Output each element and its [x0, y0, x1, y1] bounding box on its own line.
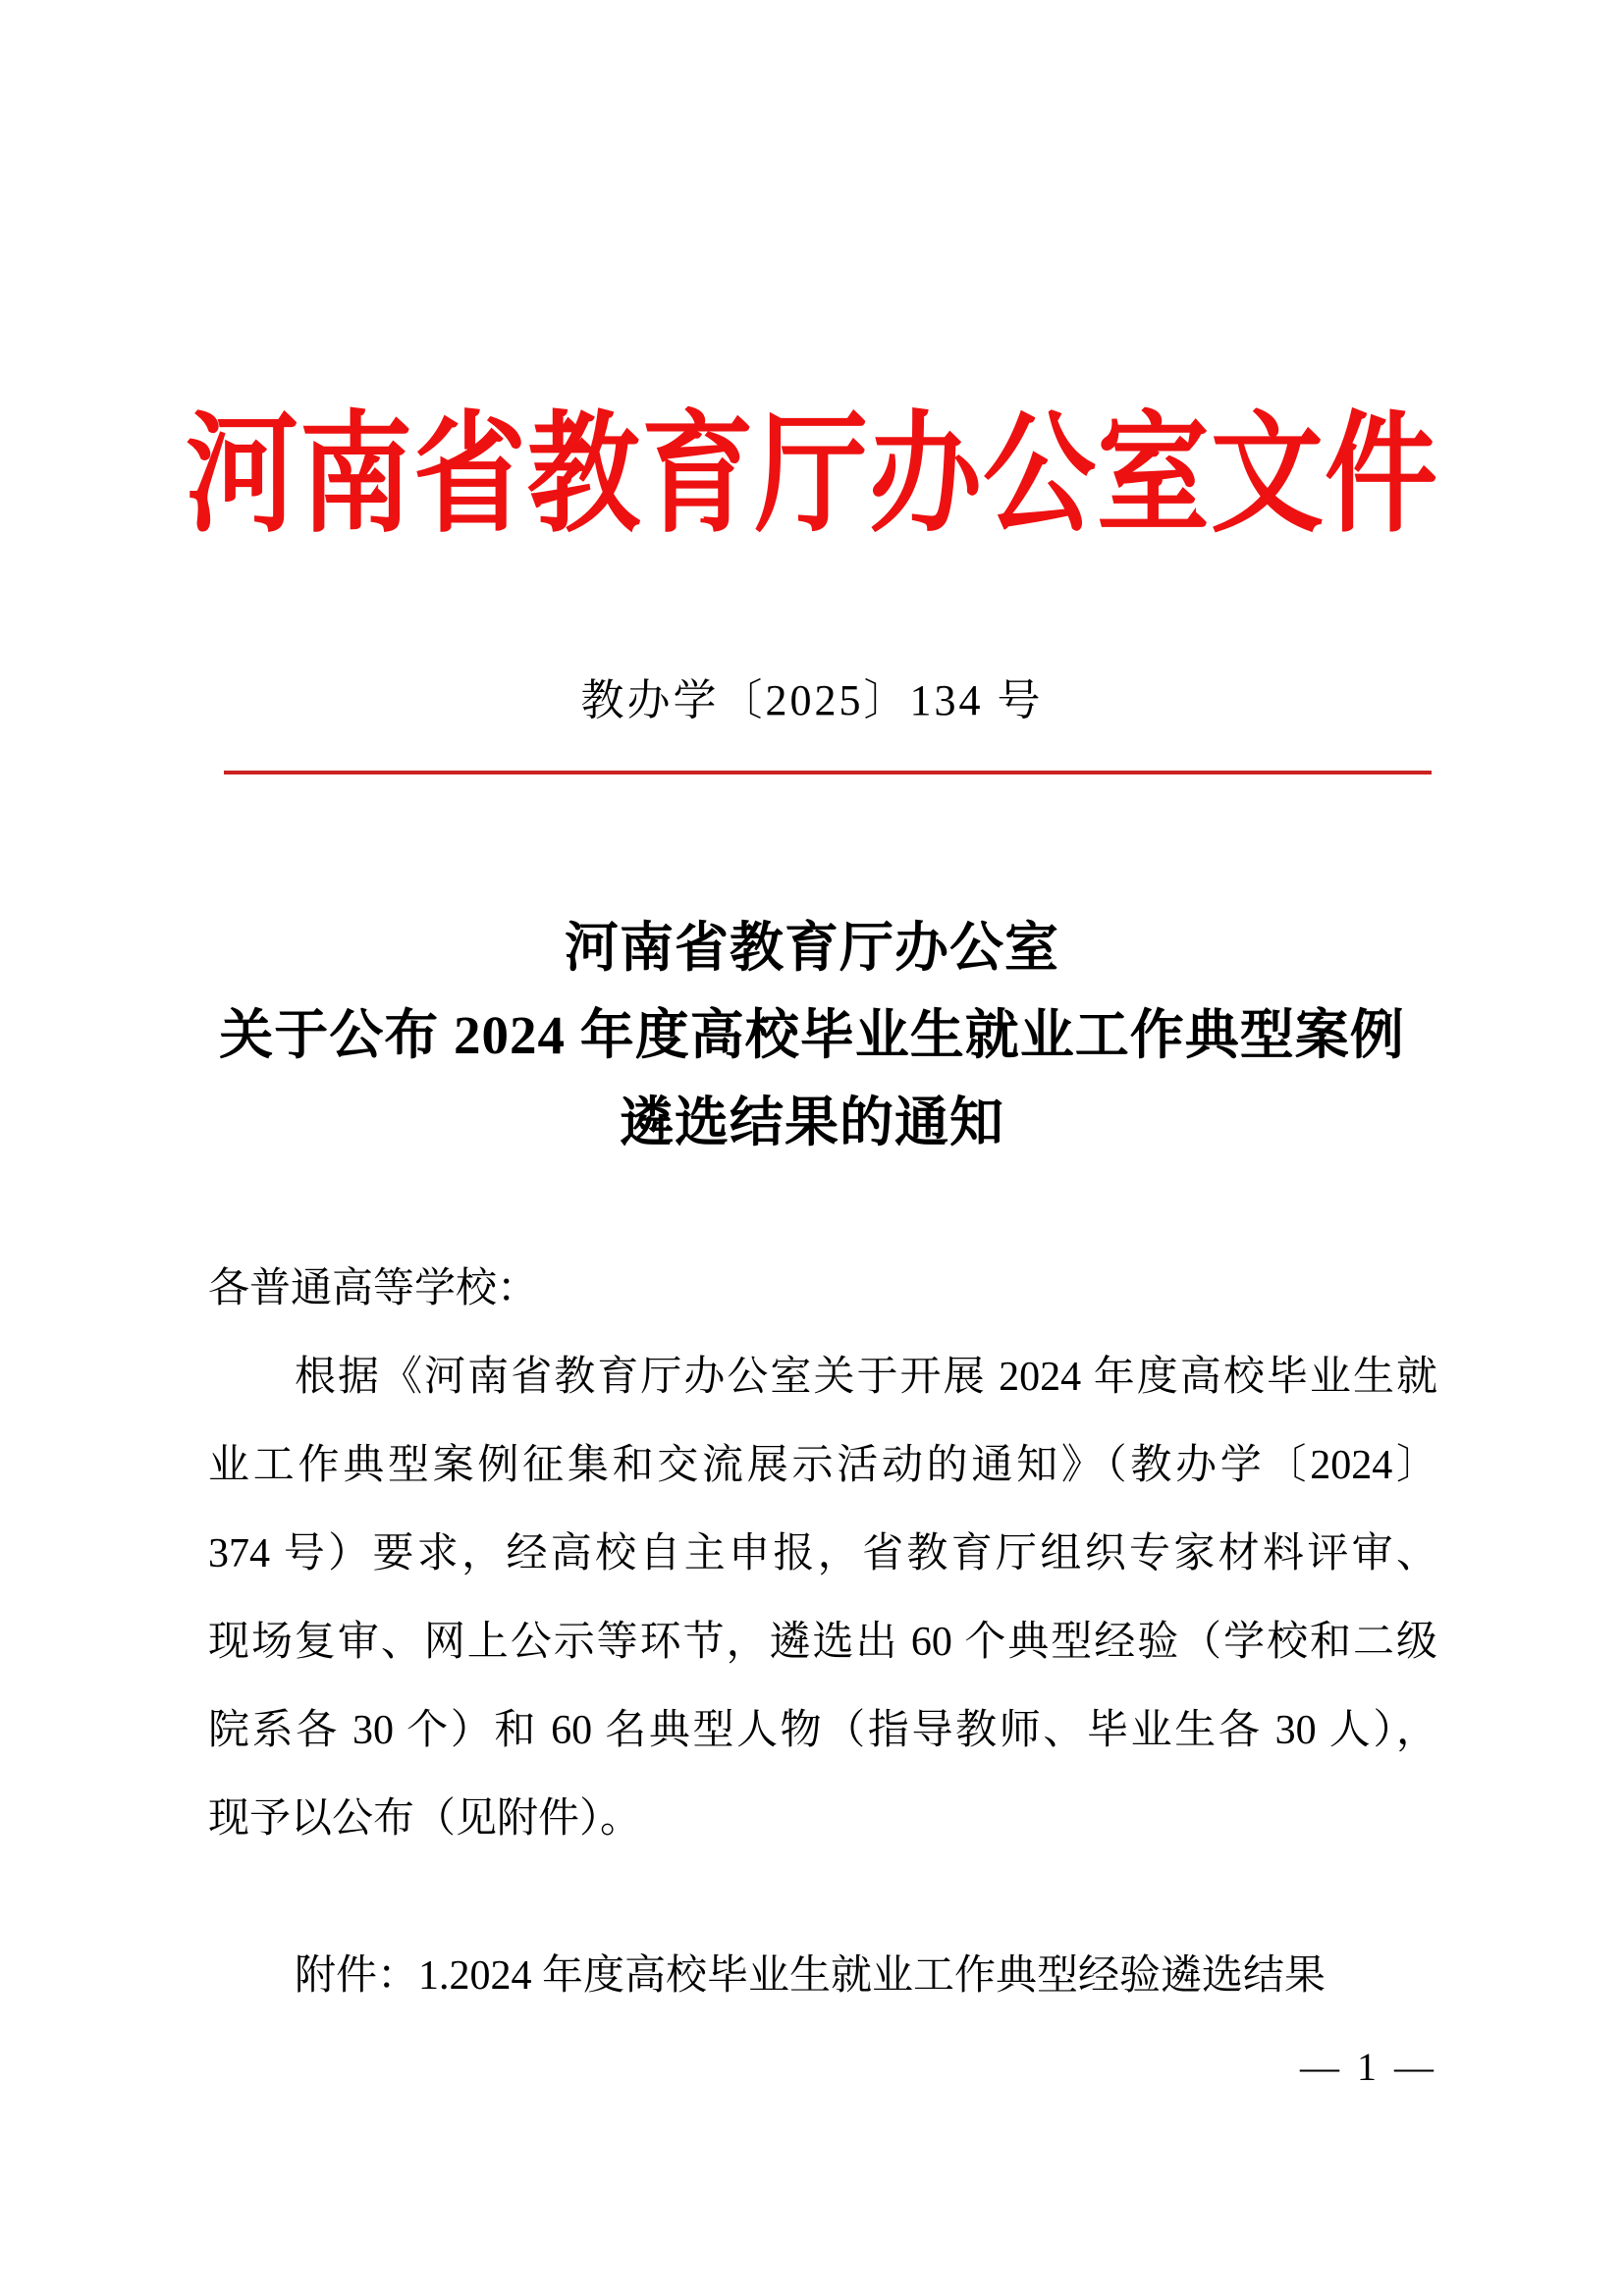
page-number: — 1 — [1300, 2045, 1437, 2089]
body-line: 院系各 30 个）和 60 名典型人物（指导教师、毕业生各 30 人）， [208, 1708, 1437, 1753]
body-line: 374 号）要求，经高校自主申报，省教育厅组织专家材料评审、 [208, 1531, 1437, 1576]
notice-title-line-3: 遴选结果的通知 [619, 1093, 1004, 1152]
salutation: 各普通高等学校： [208, 1266, 539, 1311]
body-line: 现予以公布（见附件）。 [208, 1796, 642, 1842]
body-line: 根据《河南省教育厅办公室关于开展 2024 年度高校毕业生就 [295, 1355, 1437, 1400]
notice-body [208, 1245, 1437, 1863]
document-number: 教办学〔2025〕134 号 [580, 676, 1044, 724]
notice-title-line-1: 河南省教育厅办公室 [564, 918, 1059, 978]
attachment-reference: 附件：1.2024 年度高校毕业生就业工作典型经验遴选结果 [295, 1953, 1326, 1999]
red-header-title: 河南省教育厅办公室文件 [185, 402, 1438, 549]
red-divider-line [224, 771, 1432, 774]
body-line: 现场复审、网上公示等环节，遴选出 60 个典型经验（学校和二级 [208, 1620, 1437, 1665]
notice-title-line-2: 关于公布 2024 年度高校毕业生就业工作典型案例 [219, 1005, 1405, 1065]
body-line: 业工作典型案例征集和交流展示活动的通知》（教办学〔2024〕 [208, 1443, 1437, 1488]
notice-title [0, 904, 1624, 1166]
